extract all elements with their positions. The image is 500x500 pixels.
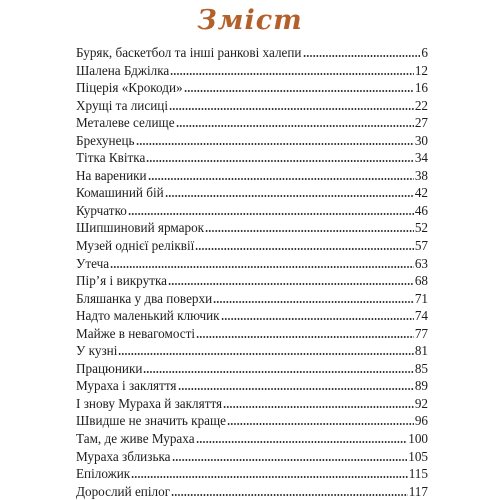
toc-entry [76,97,428,115]
dot-leader [205,222,414,232]
toc-entry-title: Шалена Бджілка [76,62,170,78]
dot-leader [221,310,414,320]
toc-entry [76,184,428,202]
toc-entry-title: Музей однієї реліквії [76,238,195,254]
dot-leader [170,65,414,75]
toc-entry-title: Брехунець [76,132,135,148]
toc-entry-title: Тітка Квітка [76,150,146,166]
toc-entry-title: Металеве селище [76,115,175,131]
dot-leader [184,82,414,92]
toc-entry-title: Утеча [76,255,110,271]
dot-leader [136,135,414,145]
toc-entry-page-number: 22 [414,97,428,113]
toc-entry-title: У кузні [76,343,118,359]
toc-entry-page-number: 74 [414,308,428,324]
toc-entry-title: Майже в невагомості [76,325,196,341]
toc-entry [76,483,428,500]
toc-entry-page-number: 68 [414,273,428,289]
toc-entry-title: Пір’я і викрутка [76,273,168,289]
toc-entry-page-number: 115 [408,466,428,482]
toc-entry [76,237,428,255]
toc-entry [76,430,428,448]
toc-entry-page-number: 38 [414,167,428,183]
toc-entry [76,465,428,483]
dot-leader [172,451,408,461]
toc-title: Зміст [197,5,303,36]
toc-entry-page-number: 117 [408,483,428,499]
toc-entry-page-number: 46 [414,202,428,218]
toc-entry [76,62,428,80]
toc-entry-title: Там, де живе Мураха [76,431,195,447]
toc-entry-page-number: 77 [414,325,428,341]
toc-entry [76,395,428,413]
toc-entry-title: Мураха зблизька [76,448,171,464]
toc-entry [76,219,428,237]
toc-entry-title: Швидше не значить краще [76,413,227,429]
dot-leader [128,205,414,215]
dot-leader [223,398,414,408]
toc-entry-title: Піцерія «Крокоди» [76,80,183,96]
dot-leader [131,468,408,478]
toc-entry-page-number: 105 [408,448,428,464]
toc-entry [76,412,428,430]
dot-leader [165,187,414,197]
toc-entry-title: Хрущі та лисиці [76,97,168,113]
toc-entry [76,202,428,220]
dot-leader [303,47,421,57]
dot-leader [168,275,414,285]
dot-leader [213,293,414,303]
toc-entry-page-number: 6 [421,45,428,60]
toc-entry-page-number: 71 [414,290,428,306]
toc-entry [76,149,428,167]
dot-leader [227,415,414,425]
toc-entry [76,114,428,132]
dot-leader [178,380,414,390]
toc-entry-page-number: 42 [414,185,428,201]
toc-entry [76,448,428,466]
toc-entry-page-number: 85 [414,360,428,376]
toc-entry-title: Мураха і закляття [76,378,177,394]
toc-entry-title: Дорослий епілог [76,483,171,499]
toc-entry-title: Буряк, баскетбол та інші ранкові халепи [76,45,302,60]
toc-entry-page-number: 30 [414,132,428,148]
toc-entry [76,79,428,97]
dot-leader [169,100,414,110]
toc-entry [76,307,428,325]
toc-entry-title: Курчатко [76,202,127,218]
toc-entry-page-number: 100 [408,431,428,447]
dot-leader [148,170,414,180]
dot-leader [196,433,408,443]
toc-entry-title: Епіложик [76,466,131,482]
dot-leader [146,152,413,162]
toc-entry-page-number: 63 [414,255,428,271]
toc-entry-page-number: 57 [414,238,428,254]
toc-entry [76,360,428,378]
toc-entry [76,325,428,343]
toc-entry-page-number: 89 [414,378,428,394]
toc-entry-title: На вареники [76,167,147,183]
toc-entry-page-number: 27 [414,115,428,131]
toc-entry-page-number: 92 [414,395,428,411]
toc-entry [76,377,428,395]
toc-entry-title: Надто маленький ключик [76,308,220,324]
toc-entry-page-number: 34 [414,150,428,166]
toc-entry-page-number: 16 [414,80,428,96]
toc-entry-page-number: 12 [414,62,428,78]
toc-entry [76,272,428,290]
dot-leader [118,345,413,355]
toc-list [76,44,428,500]
toc-entry-title: Комашиний бій [76,185,164,201]
toc-entry-title: Працюники [76,360,143,376]
dot-leader [176,117,414,127]
toc-entry [76,255,428,273]
dot-leader [196,328,414,338]
dot-leader [171,486,408,496]
toc-entry [76,342,428,360]
toc-entry [76,132,428,150]
toc-entry [76,290,428,308]
toc-entry-title: Шипшиновий ярмарок [76,220,205,236]
toc-entry [76,167,428,185]
toc-entry-page-number: 52 [414,220,428,236]
dot-leader [195,240,413,250]
dot-leader [143,363,413,373]
toc-entry-page-number: 96 [414,413,428,429]
toc-entry-title: І знову Мураха й закляття [76,395,223,411]
dot-leader [110,258,414,268]
toc-entry-title: Бляшанка у два поверхи [76,290,213,306]
toc-entry-page-number: 81 [414,343,428,359]
toc-entry [76,44,428,62]
